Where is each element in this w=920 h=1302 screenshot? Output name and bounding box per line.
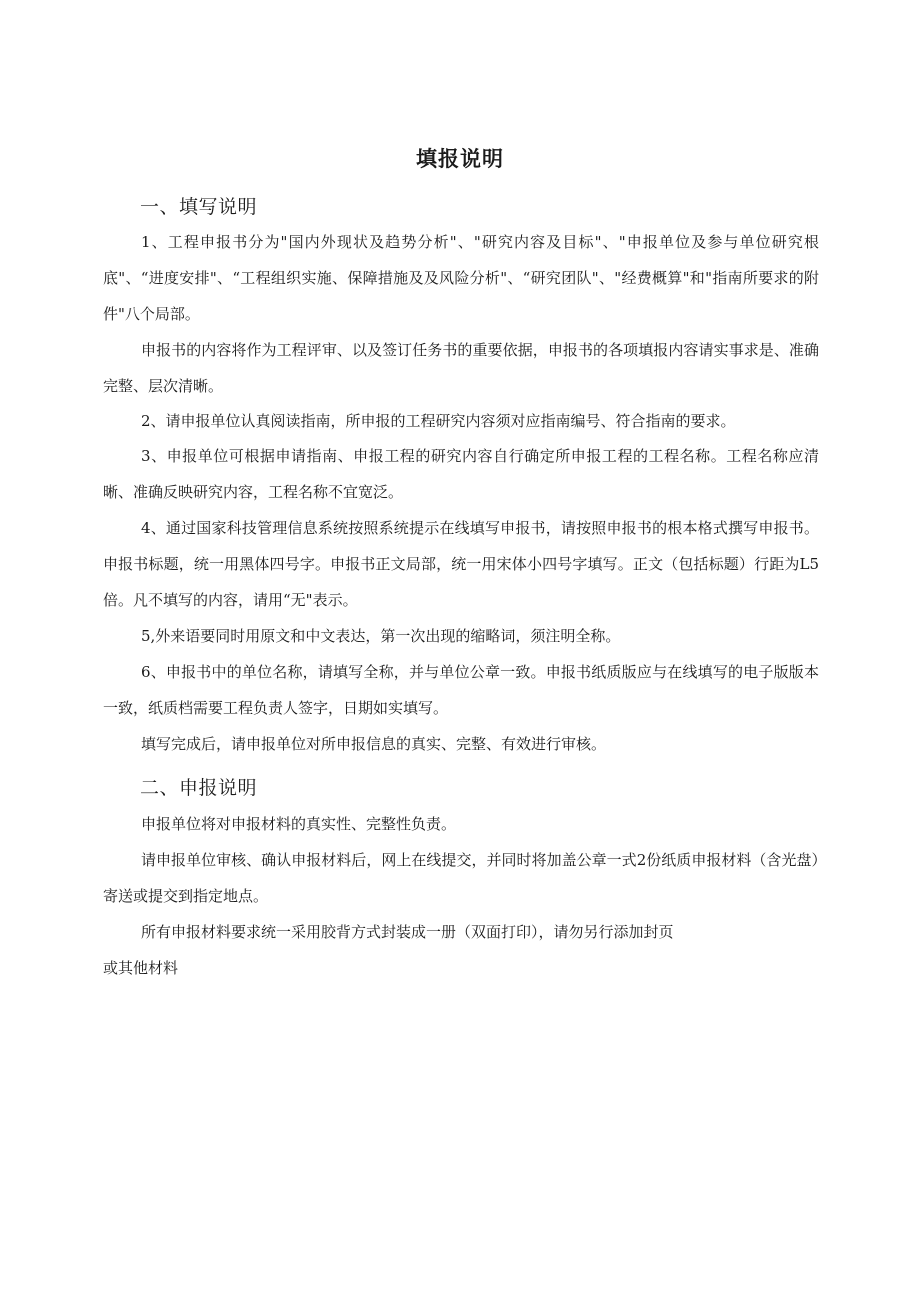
paragraph-3: 2、请申报单位认真阅读指南，所申报的工程研究内容须对应指南编号、符合指南的要求。 (141, 412, 736, 430)
paragraph-9: 申报单位将对申报材料的真实性、完整性负责。 (141, 815, 457, 833)
page-title: 填报说明 (416, 147, 504, 171)
paragraph-6: 5,外来语要同时用原文和中文表达，第一次出现的缩略词，须注明全称。 (141, 627, 621, 645)
paragraph-5: 4、通过国家科技管理信息系统按照系统提示在线填写申报书，请按照申报书的根本格式撰写申报书。申报书标题，统一用黑体四号字。申报书正文局部，统一用宋体小四号字填写。正文（包括标题）行距为L5倍。凡不填写的内容，请用“无"表示。 (103, 519, 819, 609)
paragraph-11: 所有申报材料要求统一采用胶背方式封装成一册（双面打印），请勿另行添加封页 (141, 923, 674, 941)
paragraph-12: 或其他材料 (103, 959, 179, 977)
section-heading-fill-instructions: 一、填写说明 (140, 196, 258, 218)
paragraph-4: 3、申报单位可根据申请指南、申报工程的研究内容自行确定所申报工程的工程名称。工程名称应清晰、准确反映研究内容，工程名称不宜宽泛。 (103, 447, 819, 501)
paragraph-8: 填写完成后，请申报单位对所申报信息的真实、完整、有效进行审核。 (141, 735, 607, 753)
paragraph-10: 请申报单位审核、确认申报材料后，网上在线提交，并同时将加盖公章一式2份纸质申报材料（含光盘）寄送或提交到指定地点。 (103, 851, 819, 905)
paragraph-2: 申报书的内容将作为工程评审、以及签订任务书的重要依据，申报书的各项填报内容请实事求是、准确完整、层次清晰。 (103, 341, 819, 395)
section-heading-submission-instructions: 二、申报说明 (140, 777, 258, 799)
paragraph-1: 1、工程申报书分为"国内外现状及趋势分析"、"研究内容及目标"、"申报单位及参与单位研究根底"、“进度安排"、“工程组织实施、保障措施及及风险分析"、“研究团队"、"经费概算"和"指南所要求的附件"八个局部。 (103, 233, 819, 323)
paragraph-7: 6、申报书中的单位名称，请填写全称，并与单位公章一致。申报书纸质版应与在线填写的电子版版本一致，纸质档需要工程负责人签字，日期如实填写。 (103, 663, 819, 717)
